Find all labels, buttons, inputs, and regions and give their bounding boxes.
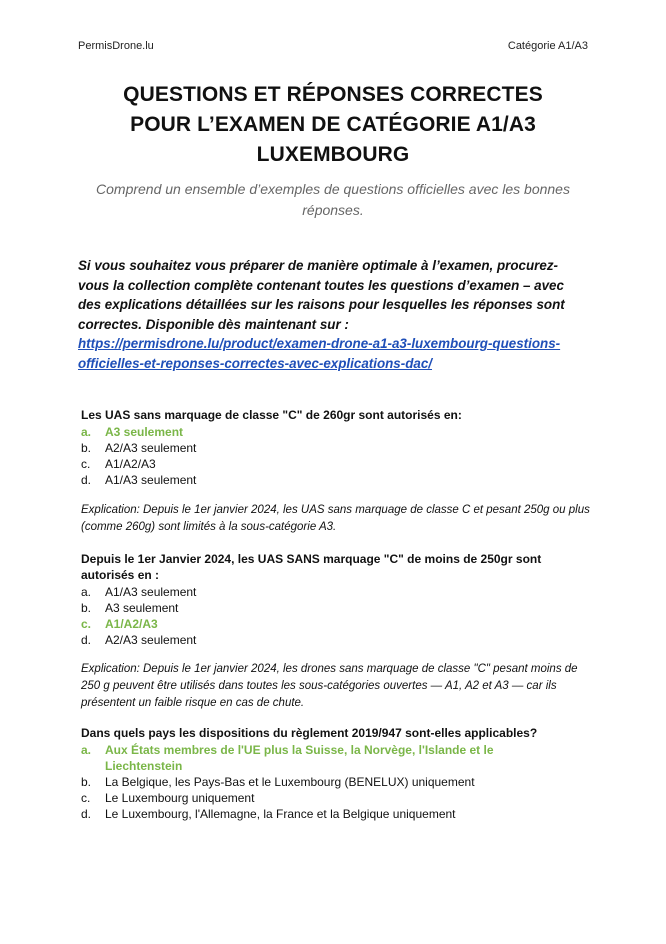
question-1 <box>81 407 591 488</box>
option-d: d. Le Luxembourg, l'Allemagne, la France et la Belgique uniquement <box>81 807 456 821</box>
option-b: b. A3 seulement <box>81 601 179 615</box>
question-2 <box>81 551 591 648</box>
option-c: c. A1/A2/A3 <box>81 457 156 471</box>
page-title <box>60 80 606 170</box>
title-line-3: LUXEMBOURG <box>256 143 410 166</box>
promo-paragraph <box>78 256 578 373</box>
question-text: Dans quels pays les dispositions du règlement 2019/947 sont-elles applicables? <box>81 726 538 740</box>
option-d: d. A2/A3 seulement <box>81 633 197 647</box>
question-text: Depuis le 1er Janvier 2024, les UAS SANS marquage "C" de moins de 250gr sont autorisés en : <box>81 552 542 582</box>
explanation-2: Explication: Depuis le 1er janvier 2024, les drones sans marquage de classe "C" pesant moins de 250 g peuvent être utilisés dans toutes les sous-catégories ouvertes — A1, A2 et A3 — car ils présentent un faible risque en cas de chute. <box>81 663 578 709</box>
explanation-1: Explication: Depuis le 1er janvier 2024, les UAS sans marquage de classe C et pesant 250g ou plus (comme 260g) sont limités à la sous-catégorie A3. <box>81 504 590 533</box>
subtitle: Comprend un ensemble d’exemples de questions officielles avec les bonnes réponses. <box>96 181 570 218</box>
option-c: c. A1/A2/A3 <box>81 617 158 631</box>
title-line-2: POUR L’EXAMEN DE CATÉGORIE A1/A3 <box>130 113 536 136</box>
option-b: b. La Belgique, les Pays-Bas et le Luxembourg (BENELUX) uniquement <box>81 775 475 789</box>
option-a: a. Aux États membres de l'UE plus la Suisse, la Norvège, l'Islande et le Liechtenstein <box>81 743 494 773</box>
question-text: Les UAS sans marquage de classe "C" de 260gr sont autorisés en: <box>81 408 462 422</box>
title-line-1: QUESTIONS ET RÉPONSES CORRECTES <box>123 83 543 106</box>
option-d: d. A1/A3 seulement <box>81 473 197 487</box>
header-category: Catégorie A1/A3 <box>507 40 588 52</box>
promo-text: Si vous souhaitez vous préparer de manière optimale à l’examen, procurez-vous la collection complète contenant toutes les questions d’examen – avec des explications détaillées sur les raisons pour lesquelles les réponses sont correctes. Disponible dès maintenant sur : <box>78 258 565 332</box>
option-a: a. A1/A3 seulement <box>81 585 197 599</box>
option-c: c. Le Luxembourg uniquement <box>81 791 255 805</box>
header-site-name: PermisDrone.lu <box>78 40 154 52</box>
option-a: a. A3 seulement <box>81 425 184 439</box>
question-3 <box>81 725 591 822</box>
product-link[interactable]: https://permisdrone.lu/product/examen-drone-a1-a3-luxembourg-questions-officielles-et-reponses-correctes-avec-explications-dac/ <box>78 336 561 371</box>
option-b: b. A2/A3 seulement <box>81 441 197 455</box>
